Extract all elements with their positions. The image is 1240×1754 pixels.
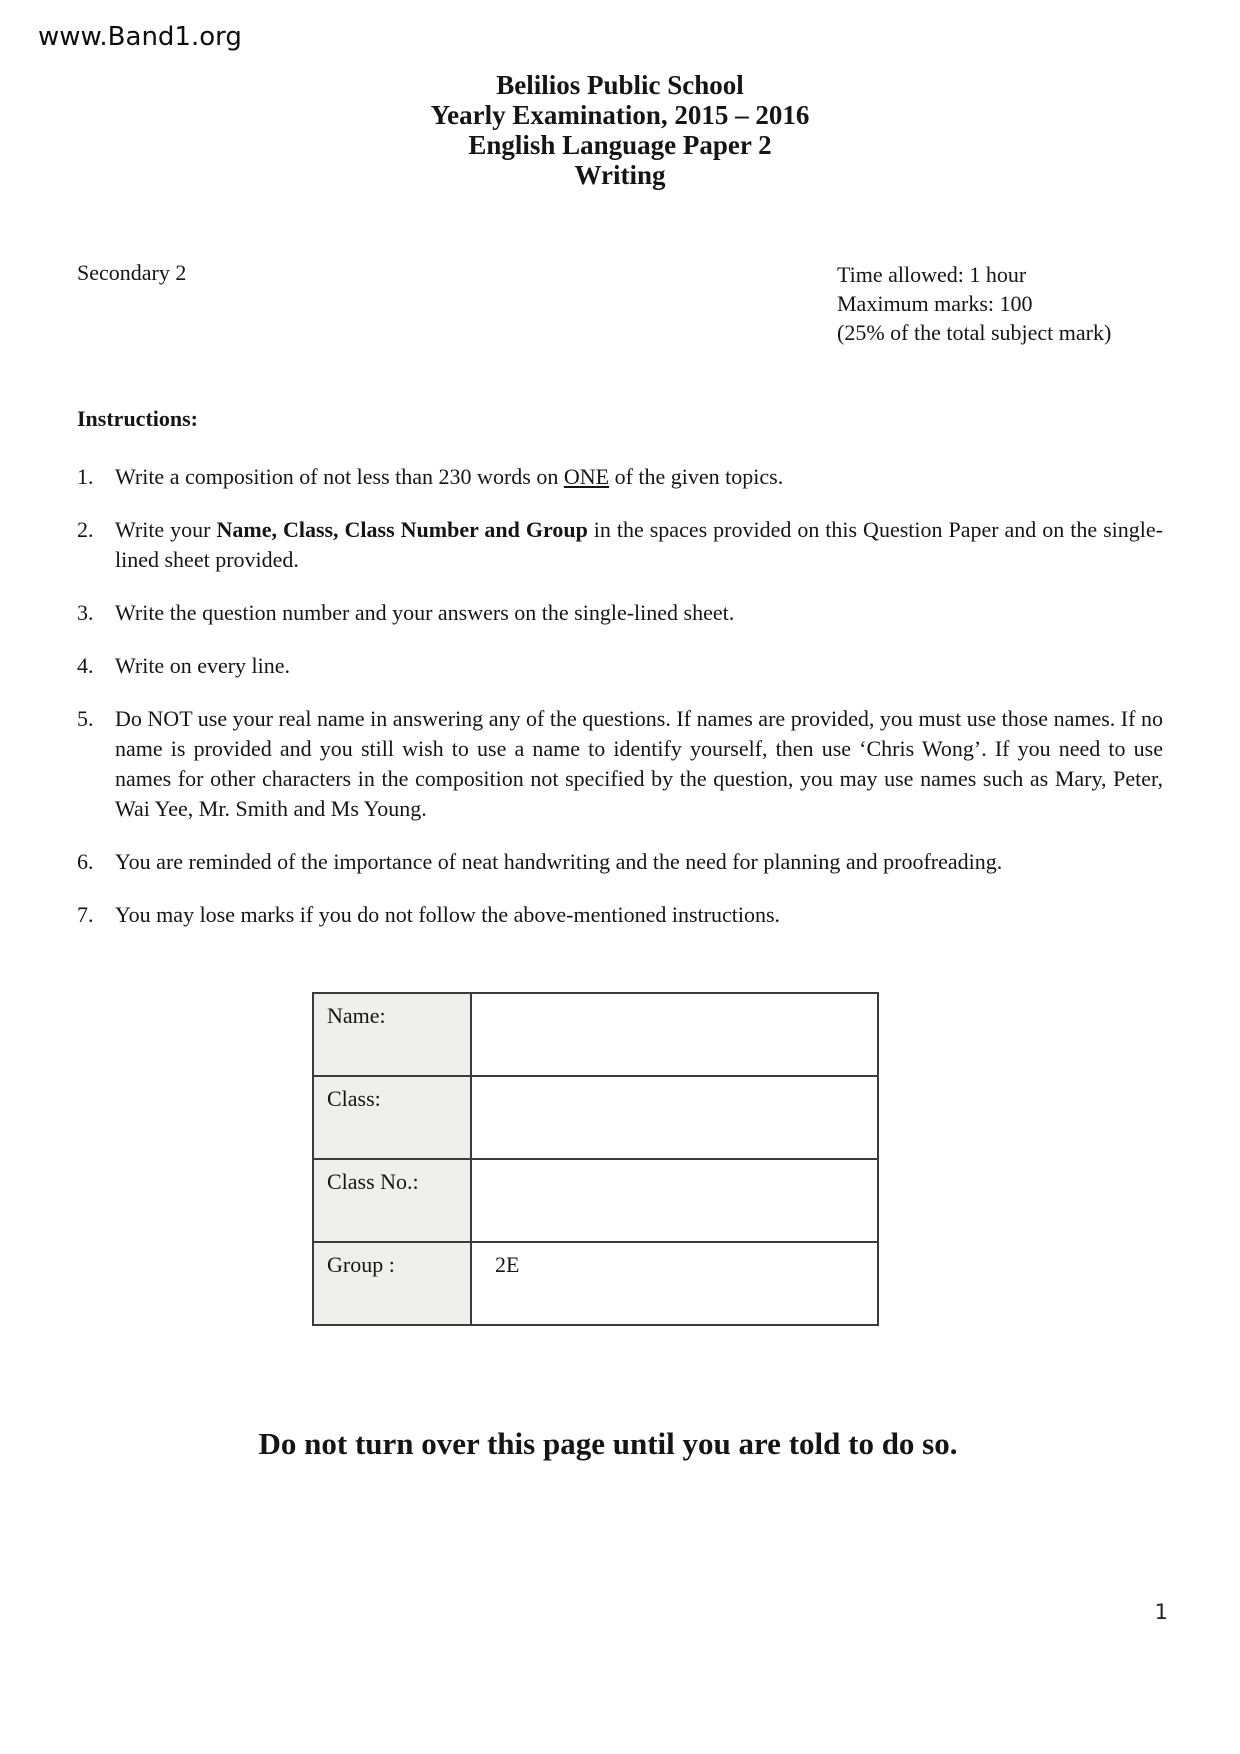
- instructions-section: [77, 404, 1163, 953]
- item-number: 6.: [77, 849, 94, 874]
- item-text: You may lose marks if you do not follow the above-mentioned instructions.: [115, 902, 781, 927]
- bold-phrase: Name, Class, Class Number and Group: [216, 517, 588, 542]
- paper-subject: Writing: [574, 160, 666, 190]
- class-label-cell: Class:: [313, 1076, 471, 1159]
- table-row-class: [313, 1076, 878, 1159]
- table-row-name: [313, 993, 878, 1076]
- instruction-item-3: [77, 598, 1163, 628]
- class-no-label-cell: Class No.:: [313, 1159, 471, 1242]
- item-text: Write the question number and your answers on the single-lined sheet.: [115, 600, 735, 625]
- subject-weight: (25% of the total subject mark): [837, 320, 1112, 345]
- instructions-heading: Instructions:: [77, 406, 199, 431]
- item-number: 4.: [77, 653, 94, 678]
- do-not-turn-notice: Do not turn over this page until you are told to do so.: [258, 1426, 958, 1461]
- item-number: 2.: [77, 517, 94, 542]
- watermark-url: www.Band1.org: [38, 22, 242, 52]
- name-value-cell: [471, 993, 878, 1076]
- instruction-item-7: [77, 900, 1163, 930]
- level-label: Secondary 2: [77, 260, 187, 285]
- instruction-item-4: [77, 651, 1163, 681]
- item-number: 7.: [77, 902, 94, 927]
- instruction-item-6: [77, 847, 1163, 877]
- group-label-cell: Group :: [313, 1242, 471, 1325]
- class-no-value-cell: [471, 1159, 878, 1242]
- item-text: Write on every line.: [115, 653, 291, 678]
- school-name: Belilios Public School: [496, 70, 744, 100]
- group-value-cell: 2E: [471, 1242, 878, 1325]
- item-text: Do NOT use your real name in answering any of the questions. If names are provided, you must use those names. If no name is provided and you still wish to use a name to identify yourself, then use ‘Chris Wong’. If you need to use names for other characters in the composition not specified by the question, you may use names such as Mary, Peter, Wai Yee, Mr. Smith and Ms Young.: [115, 706, 1163, 821]
- exam-name: Yearly Examination, 2015 – 2016: [430, 100, 810, 130]
- item-number: 5.: [77, 706, 94, 731]
- instruction-item-5: [77, 704, 1163, 824]
- item-text: Write a composition of not less than 230 words on ONE of the given topics.: [115, 464, 784, 489]
- table-row-group: [313, 1242, 878, 1325]
- paper-title-block: [0, 70, 1240, 190]
- maximum-marks: Maximum marks: 100: [837, 291, 1033, 316]
- item-number: 1.: [77, 464, 94, 489]
- underlined-word: ONE: [563, 464, 610, 489]
- marks-info: [837, 260, 1111, 347]
- table-row-class-no: [313, 1159, 878, 1242]
- page-number: 1: [1154, 1600, 1168, 1624]
- item-text: Write your Name, Class, Class Number and Group in the spaces provided on this Question Paper and on the single-lined sheet provided.: [115, 517, 1163, 572]
- item-number: 3.: [77, 600, 94, 625]
- time-allowed: Time allowed: 1 hour: [837, 262, 1027, 287]
- paper-name: English Language Paper 2: [468, 130, 772, 160]
- student-info-table: [312, 992, 879, 1326]
- class-value-cell: [471, 1076, 878, 1159]
- item-text: You are reminded of the importance of neat handwriting and the need for planning and proofreading.: [115, 849, 1003, 874]
- instruction-item-1: [77, 462, 1163, 492]
- instruction-item-2: [77, 515, 1163, 575]
- name-label-cell: Name:: [313, 993, 471, 1076]
